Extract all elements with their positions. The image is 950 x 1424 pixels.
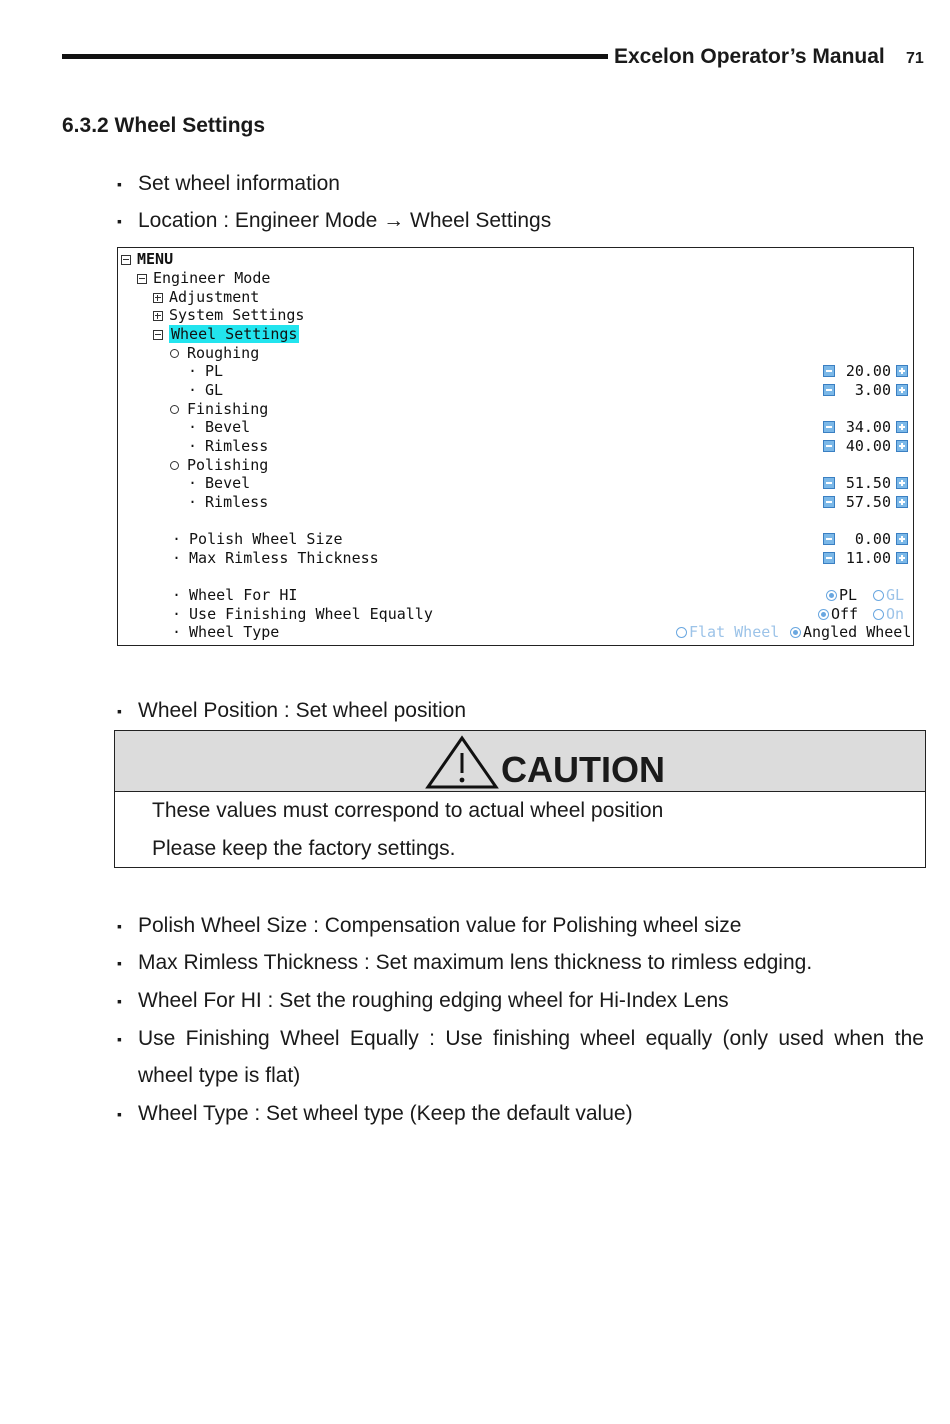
radio-finishing-equally-off[interactable]: Off xyxy=(818,605,858,623)
item-finishing-bevel: · Bevel xyxy=(188,418,251,436)
bullet-marker: ▪ xyxy=(117,176,122,192)
radio-selected-icon[interactable] xyxy=(818,609,829,620)
stepper-finishing-rimless: 40.00 xyxy=(820,437,905,455)
bullet-text: Wheel Type : Set wheel type (Keep the default value) xyxy=(138,1102,633,1125)
group-roughing: Roughing xyxy=(170,344,259,362)
decrement-button[interactable] xyxy=(823,421,835,433)
group-polishing: Polishing xyxy=(170,456,268,474)
bullet-text: Max Rimless Thickness : Set maximum lens thickness to rimless edging. xyxy=(138,951,813,974)
radio-unselected-icon[interactable] xyxy=(676,627,687,638)
item-roughing-pl: · PL xyxy=(188,362,224,380)
bullet-marker: ▪ xyxy=(117,1106,122,1122)
decrement-button[interactable] xyxy=(823,552,835,564)
collapse-icon[interactable] xyxy=(153,330,163,340)
stepper-polishing-rimless: 57.50 xyxy=(820,493,905,511)
bullet-marker: ▪ xyxy=(117,918,122,934)
circle-icon xyxy=(170,461,179,470)
increment-button[interactable] xyxy=(896,533,908,545)
header-rule xyxy=(62,54,608,59)
section-title: 6.3.2 Wheel Settings xyxy=(62,114,266,137)
stepper-polish-wheel-size: 0.00 xyxy=(820,530,905,548)
decrement-button[interactable] xyxy=(823,477,835,489)
caution-header xyxy=(115,731,925,792)
stepper-polishing-bevel: 51.50 xyxy=(820,474,905,492)
increment-button[interactable] xyxy=(896,496,908,508)
item-polish-wheel-size: · Polish Wheel Size xyxy=(172,530,343,548)
radio-wheel-for-hi-gl[interactable]: GL xyxy=(873,586,904,604)
item-wheel-for-hi: · Wheel For HI xyxy=(172,586,298,604)
caution-title: CAUTION xyxy=(501,749,665,790)
bullet-text: Wheel Position : Set wheel position xyxy=(138,699,467,722)
stepper-roughing-gl: 3.00 xyxy=(820,381,905,399)
item-max-rimless-thickness: · Max Rimless Thickness xyxy=(172,549,379,567)
decrement-button[interactable] xyxy=(823,440,835,452)
stepper-finishing-bevel: 34.00 xyxy=(820,418,905,436)
menu-system-settings[interactable]: System Settings xyxy=(153,306,304,324)
item-finishing-rimless: · Rimless xyxy=(188,437,269,455)
bullet-text: Set wheel information xyxy=(138,172,340,195)
collapse-icon[interactable] xyxy=(121,255,131,265)
radio-wheel-type-angled[interactable]: Angled Wheel xyxy=(790,623,911,641)
item-polishing-rimless: · Rimless xyxy=(188,493,269,511)
expand-icon[interactable] xyxy=(153,311,163,321)
bullet-use-finishing-text-line-1: Use Finishing Wheel Equally : Use finishing wheel equally (only used when the xyxy=(138,1027,924,1050)
menu-root[interactable]: MENU xyxy=(121,250,173,268)
bullet-marker: ▪ xyxy=(117,955,122,971)
radio-selected-icon[interactable] xyxy=(790,627,801,638)
bullet-marker: ▪ xyxy=(117,703,122,719)
bullet-text-continuation: wheel type is flat) xyxy=(138,1064,301,1087)
radio-wheel-for-hi-pl[interactable]: PL xyxy=(826,586,857,604)
caution-text-line-2: Please keep the factory settings. xyxy=(152,837,456,860)
bullet-text: Polish Wheel Size : Compensation value for Polishing wheel size xyxy=(138,914,742,937)
circle-icon xyxy=(170,405,179,414)
circle-icon xyxy=(170,349,179,358)
page-number: 71 xyxy=(906,50,924,67)
radio-unselected-icon[interactable] xyxy=(873,590,884,601)
caution-text-line-1: These values must correspond to actual wheel position xyxy=(152,799,664,822)
menu-adjustment[interactable]: Adjustment xyxy=(153,288,259,306)
decrement-button[interactable] xyxy=(823,496,835,508)
warning-triangle-icon xyxy=(425,735,499,789)
radio-wheel-type-flat[interactable]: Flat Wheel xyxy=(676,623,779,641)
increment-button[interactable] xyxy=(896,477,908,489)
bullet-marker: ▪ xyxy=(117,213,122,229)
increment-button[interactable] xyxy=(896,421,908,433)
radio-unselected-icon[interactable] xyxy=(873,609,884,620)
menu-engineer-mode[interactable]: Engineer Mode xyxy=(137,269,270,287)
item-use-finishing-equally: · Use Finishing Wheel Equally xyxy=(172,605,433,623)
decrement-button[interactable] xyxy=(823,384,835,396)
manual-title: Excelon Operator’s Manual xyxy=(614,45,885,68)
item-wheel-type: · Wheel Type xyxy=(172,623,280,641)
stepper-max-rimless-thickness: 11.00 xyxy=(820,549,905,567)
increment-button[interactable] xyxy=(896,552,908,564)
wheel-settings-screenshot xyxy=(117,247,914,646)
caution-box xyxy=(114,730,926,868)
bullet-text: Wheel For HI : Set the roughing edging wheel for Hi-Index Lens xyxy=(138,989,729,1012)
radio-selected-icon[interactable] xyxy=(826,590,837,601)
collapse-icon[interactable] xyxy=(137,274,147,284)
menu-wheel-settings[interactable]: Wheel Settings xyxy=(153,325,299,343)
increment-button[interactable] xyxy=(896,440,908,452)
decrement-button[interactable] xyxy=(823,533,835,545)
stepper-roughing-pl: 20.00 xyxy=(820,362,905,380)
bullet-marker: ▪ xyxy=(117,1031,122,1047)
item-roughing-gl: · GL xyxy=(188,381,224,399)
increment-button[interactable] xyxy=(896,384,908,396)
expand-icon[interactable] xyxy=(153,293,163,303)
radio-finishing-equally-on[interactable]: On xyxy=(873,605,904,623)
bullet-text: Location : Engineer Mode → Wheel Settings xyxy=(138,209,552,232)
bullet-marker: ▪ xyxy=(117,993,122,1009)
item-polishing-bevel: · Bevel xyxy=(188,474,251,492)
increment-button[interactable] xyxy=(896,365,908,377)
decrement-button[interactable] xyxy=(823,365,835,377)
group-finishing: Finishing xyxy=(170,400,268,418)
